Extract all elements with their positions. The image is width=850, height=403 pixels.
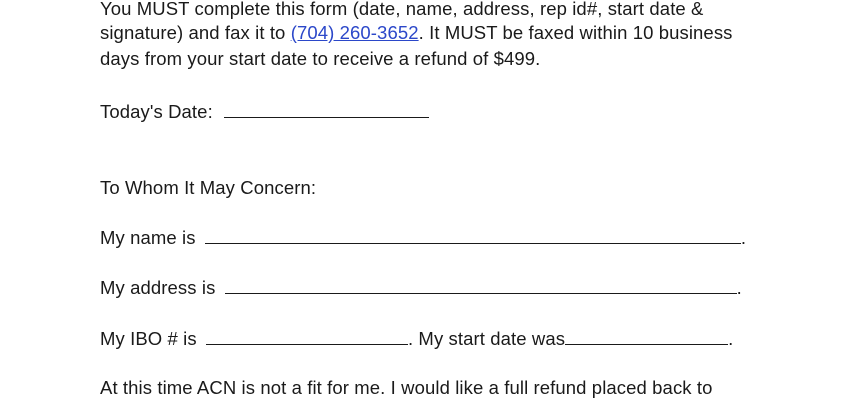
todays-date-label: Today's Date: [100,101,213,122]
intro-line-2 [100,22,733,44]
start-date-field[interactable] [565,328,728,345]
intro-text-2a: signature) and fax it to [100,22,291,43]
ibo-number-field[interactable] [206,328,408,345]
address-label: My address is [100,277,216,298]
intro-text-3: days from your start date to receive a refund of $499. [100,48,541,69]
ibo-row [100,328,733,350]
body-text-row [100,377,713,399]
intro-text-2b: . It MUST be faxed within 10 business [418,22,733,43]
fax-number-link[interactable]: (704) 260-3652 [290,22,419,43]
name-end: . [740,227,747,248]
name-row [100,227,746,249]
name-field[interactable] [205,227,741,244]
ibo-label: My IBO # is [100,328,197,349]
salutation-row [100,177,316,199]
address-row [100,277,742,299]
intro-line-1 [100,0,704,20]
intro-line-3 [100,48,540,70]
ibo-row-end: . [728,328,734,349]
intro-text-1: You MUST complete this form (date, name, address, rep id#, start date & [100,0,704,19]
salutation-text: To Whom It May Concern: [100,177,317,198]
name-label: My name is [100,227,196,248]
refund-request-text: At this time ACN is not a fit for me. I would like a full refund placed back to [100,377,713,398]
start-date-label: . My start date was [407,328,566,349]
todays-date-row [100,101,429,123]
address-field[interactable] [225,277,737,294]
todays-date-field[interactable] [224,101,429,118]
address-end: . [736,277,742,298]
